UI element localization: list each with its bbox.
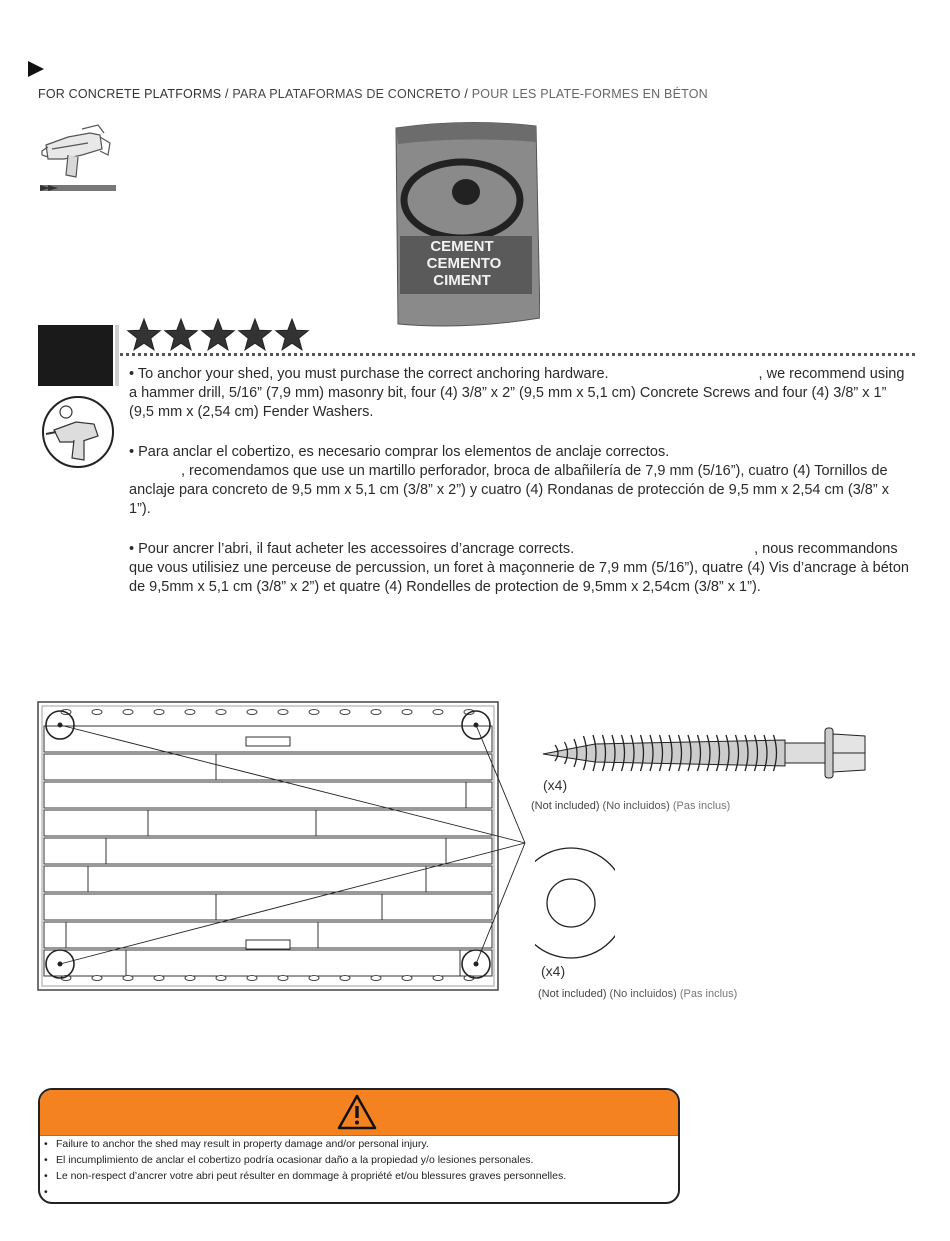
floor-plank xyxy=(44,810,148,836)
rail-slot xyxy=(216,976,226,981)
rail-slot xyxy=(340,710,350,715)
floor-plank xyxy=(216,754,492,780)
floor-plank xyxy=(106,838,446,864)
logo-plate-bottom xyxy=(246,940,290,949)
rail-slot xyxy=(123,976,133,981)
not-included-fr: (Pas inclus) xyxy=(679,988,738,1000)
washer-not-included xyxy=(538,988,737,1000)
step-bar xyxy=(115,325,119,386)
rail-slot xyxy=(433,976,443,981)
paragraph-en-part1: • To anchor your shed, you must purchase the correct anchoring hardware. xyxy=(129,366,609,382)
floor-plank xyxy=(126,950,460,976)
heading-en: FOR CONCRETE PLATFORMS xyxy=(38,87,222,101)
rating-star-icon xyxy=(128,319,160,350)
rail-slot xyxy=(309,710,319,715)
shed-floor-diagram xyxy=(36,700,526,992)
rail-slot xyxy=(185,710,195,715)
concrete-screw-image xyxy=(535,710,875,790)
not-included-es: (No incluidos) xyxy=(602,800,670,812)
rail-slot xyxy=(371,710,381,715)
floor-plank xyxy=(44,922,66,948)
screw-quantity: (x4) xyxy=(543,777,568,793)
hammer-drill-circle-icon xyxy=(40,394,116,470)
rating-star-icon xyxy=(165,319,197,350)
rail-slot xyxy=(92,976,102,981)
warning-box xyxy=(38,1088,680,1204)
rating-star-icon xyxy=(202,319,234,350)
warning-header xyxy=(40,1090,678,1136)
warning-item-empty xyxy=(44,1184,566,1200)
section-arrow-icon xyxy=(28,61,44,77)
rail-slot xyxy=(402,976,412,981)
paragraph-es xyxy=(129,443,909,519)
floor-plank xyxy=(316,810,492,836)
rail-slot xyxy=(371,976,381,981)
step-box xyxy=(38,325,113,386)
washer-quantity: (x4) xyxy=(541,963,566,979)
rail-slot xyxy=(185,976,195,981)
rail-slot xyxy=(433,710,443,715)
not-included-en: (Not included) xyxy=(538,988,607,1000)
warning-triangle-icon xyxy=(337,1094,377,1130)
fender-washer-image xyxy=(535,845,615,965)
rail-slot xyxy=(278,710,288,715)
rail-slot xyxy=(154,976,164,981)
rating-star-icon xyxy=(239,319,271,350)
floor-plank xyxy=(318,922,492,948)
paragraph-en xyxy=(129,365,909,422)
paragraph-en-part2: , we recommend using a hammer drill, 5/16” (7,9 mm) masonry bit, four (4) 3/8” x 2” (9,5 mm x 5,1 cm) Concrete Screws and four (4) 3/8” x 1” (9,5 mm x (2,54 cm) Fender Washers. xyxy=(129,366,905,420)
rail-slot xyxy=(402,710,412,715)
heading-separator: / xyxy=(221,87,233,101)
floor-plank xyxy=(44,782,466,808)
cement-label-fr: CIMENT xyxy=(433,272,491,289)
rail-slot xyxy=(92,710,102,715)
cement-label-en: CEMENT xyxy=(430,238,494,255)
warning-item-fr: • Le non-respect d’ancrer votre abri peut résulter en dommage à propriété et/ou blessures graves personnelles. xyxy=(44,1168,566,1184)
rail-slot xyxy=(309,976,319,981)
warning-item-es: • El incumplimiento de anclar el cobertizo podría ocasionar daño a la propiedad y/o lesiones personales. xyxy=(44,1152,566,1168)
cement-bag-image xyxy=(390,118,540,330)
rail-slot xyxy=(247,976,257,981)
hammer-drill-icon xyxy=(38,115,118,197)
paragraph-es-part2: , recomendamos que use un martillo perforador, broca de albañilería de 7,9 mm (5/16”), cuatro (4) Tornillos de anclaje para concreto de 9,5 mm x 5,1 cm (3/8” x 2”) y cuatro (4) Rondanas de protección de 9,5 mm x 2,54 cm (3/8” x 1”). xyxy=(129,463,889,517)
rail-slot xyxy=(154,710,164,715)
logo-plate-top xyxy=(246,737,290,746)
paragraph-fr xyxy=(129,540,909,597)
heading-fr: POUR LES PLATE-FORMES EN BÉTON xyxy=(471,87,708,101)
rail-slot xyxy=(123,710,133,715)
warning-list xyxy=(44,1136,566,1200)
screw-not-included xyxy=(531,800,730,812)
not-included-es: (No incluidos) xyxy=(609,988,677,1000)
floor-plank xyxy=(44,894,216,920)
rail-slot xyxy=(278,976,288,981)
floor-plank xyxy=(382,894,492,920)
floor-plank xyxy=(148,810,316,836)
rail-slot xyxy=(216,710,226,715)
floor-plank xyxy=(44,950,126,976)
floor-plank xyxy=(44,838,106,864)
heading-es: PARA PLATAFORMAS DE CONCRETO xyxy=(232,87,461,101)
dotted-divider xyxy=(120,353,915,356)
section-heading xyxy=(38,87,708,101)
floor-plank xyxy=(426,866,492,892)
warning-item-en: • Failure to anchor the shed may result in property damage and/or personal injury. xyxy=(44,1136,566,1152)
floor-plank xyxy=(446,838,492,864)
difficulty-rating xyxy=(126,318,316,354)
floor-plank xyxy=(88,866,426,892)
floor-plank xyxy=(216,894,382,920)
floor-plank xyxy=(466,782,492,808)
paragraph-es-part1: • Para anclar el cobertizo, es necesario comprar los elementos de anclaje correctos. xyxy=(129,444,670,460)
not-included-fr: (Pas inclus) xyxy=(672,800,731,812)
cement-label-es: CEMENTO xyxy=(426,255,502,272)
heading-separator: / xyxy=(460,87,472,101)
rail-slot xyxy=(340,976,350,981)
paragraph-fr-part1: • Pour ancrer l’abri, il faut acheter les accessoires d’ancrage corrects. xyxy=(129,541,575,557)
floor-plank xyxy=(44,866,88,892)
not-included-en: (Not included) xyxy=(531,800,600,812)
rail-slot xyxy=(247,710,257,715)
paragraph-fr-part2: , nous recommandons que vous utilisiez une perceuse de percussion, un foret à maçonnerie de 7,9 mm (5/16”), quatre (4) Vis d’ancrage à béton de 9,5mm x 5,1 cm (3/8” x 2”) et quatre (4) Rondelles de protection de 9,5mm x 2,54cm (3/8” x 1”). xyxy=(129,541,909,595)
rating-star-icon xyxy=(276,319,308,350)
